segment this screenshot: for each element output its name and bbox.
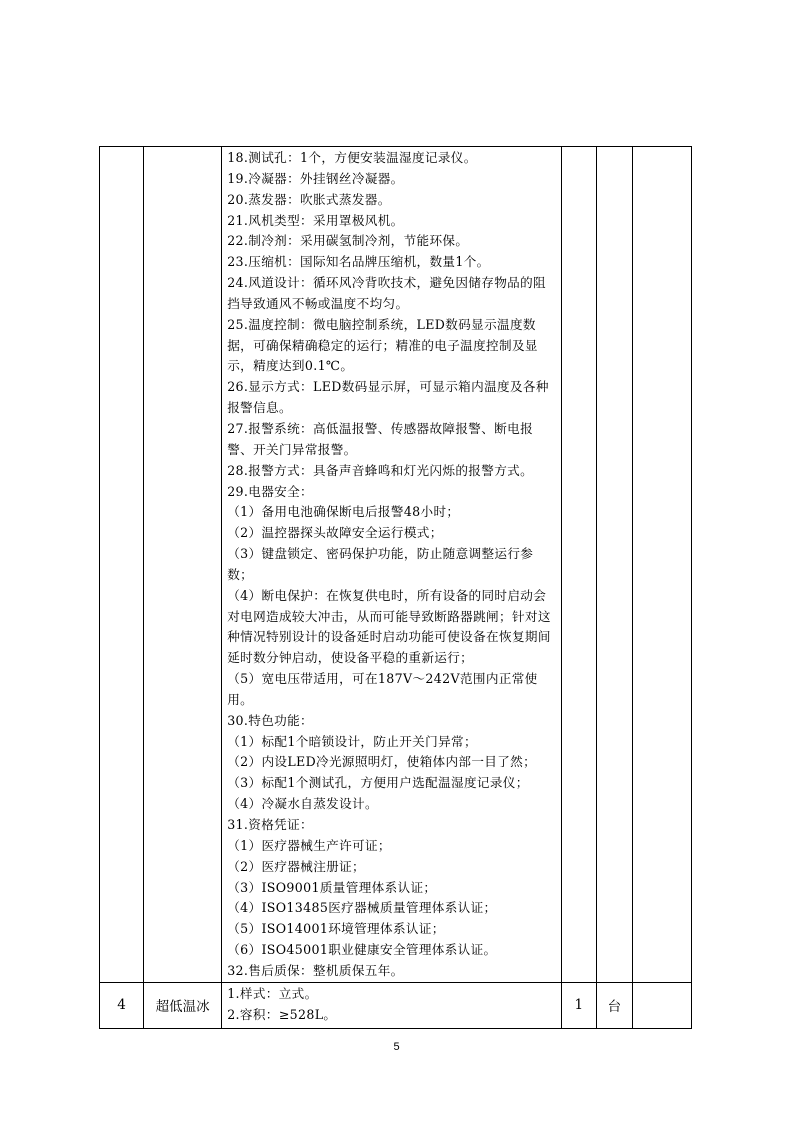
- spec-line: （2）内设LED冷光源照明灯，使箱体内部一目了然；: [227, 754, 537, 770]
- spec-line: 24.风道设计：循环风冷背吹技术，避免因储存物品的阻挡导致通风不畅或温度不均匀。: [227, 275, 546, 311]
- spec-line: 1.样式：立式。: [227, 985, 318, 1001]
- spec-line: （4）断电保护：在恢复供电时，所有设备的同时启动会对电网造成较大冲击，从而可能导致断路器跳闸；针对这种情况特别设计的设备延时启动功能可使设备在恢复期间延时数分钟启动，使设备平稳的重新运行；: [227, 587, 551, 666]
- spec-line: 29.电器安全：: [227, 483, 313, 499]
- item-quantity: 1: [561, 982, 596, 1028]
- spec-line: 23.压缩机：国际知名品牌压缩机，数量1个。: [227, 254, 490, 270]
- spec-line: （3）键盘锁定、密码保护功能，防止随意调整运行参数；: [227, 546, 534, 582]
- item-unit: 台: [596, 982, 632, 1028]
- spec-line: （2）医疗器械注册证；: [227, 858, 365, 874]
- spec-line: 28.报警方式：具备声音蜂鸣和灯光闪烁的报警方式。: [227, 462, 534, 478]
- item-name: 超低温冰: [144, 982, 222, 1028]
- spec-line: （3）ISO9001质量管理体系认证；: [227, 879, 437, 895]
- spec-line: （1）医疗器械生产许可证；: [227, 837, 391, 853]
- spec-line: 21.风机类型：采用罩极风机。: [227, 212, 404, 228]
- spec-line: 25.温度控制：微电脑控制系统，LED数码显示温度数据，可确保精确稳定的运行；精准的电子温度控制及显示，精度达到0.1℃。: [227, 316, 538, 374]
- page-number: 5: [393, 1041, 400, 1053]
- spec-line: （4）冷凝水自蒸发设计。: [227, 796, 378, 812]
- spec-line: （2）温控器探头故障安全运行模式；: [227, 525, 443, 541]
- spec-table: [99, 146, 692, 1029]
- spec-line: 22.制冷剂：采用碳氢制冷剂，节能环保。: [227, 233, 469, 249]
- item-number: 4: [100, 982, 144, 1028]
- spec-line: （6）ISO45001职业健康安全管理体系认证。: [227, 942, 497, 958]
- spec-line: （5）ISO14001环境管理体系认证；: [227, 921, 445, 937]
- spec-line: （1）标配1个暗锁设计，防止开关门异常；: [227, 733, 477, 749]
- spec-line: 31.资格凭证：: [227, 817, 313, 832]
- cell-name-empty: [144, 147, 222, 983]
- spec-line: （3）标配1个测试孔，方便用户选配温湿度记录仪；: [227, 775, 529, 791]
- spec-line: 32.售后质保：整机质保五年。: [227, 962, 404, 978]
- spec-line: 19.冷凝器：外挂钢丝冷凝器。: [227, 170, 404, 186]
- spec-line: 2.容积：≥528L。: [227, 1006, 337, 1022]
- table-row-item-4: [100, 982, 692, 1028]
- cell-unit-empty: [596, 147, 632, 983]
- cell-price-empty: [632, 147, 691, 983]
- spec-line: 20.蒸发器：吹胀式蒸发器。: [227, 191, 391, 207]
- spec-description-cell: [222, 147, 562, 983]
- item-price: [632, 982, 691, 1028]
- spec-line: 27.报警系统：高低温报警、传感器故障报警、断电报警、开关门异常报警。: [227, 420, 534, 457]
- cell-qty-empty: [561, 147, 596, 983]
- spec-line: 26.显示方式：LED数码显示屏，可显示箱内温度及各种报警信息。: [227, 379, 549, 416]
- spec-line: 18.测试孔：1个，方便安装温湿度记录仪。: [227, 150, 477, 165]
- spec-line: （1）备用电池确保断电后报警48小时；: [227, 504, 460, 520]
- spec-line: （4）ISO13485医疗器械质量管理体系认证；: [227, 900, 497, 916]
- spec-line: 30.特色功能：: [227, 712, 313, 728]
- spec-line: （5）宽电压带适用，可在187V～242V范围内正常使用。: [227, 671, 538, 707]
- table-row-continued: [100, 147, 692, 983]
- item-description-cell: [222, 982, 562, 1028]
- cell-no-empty: [100, 147, 144, 983]
